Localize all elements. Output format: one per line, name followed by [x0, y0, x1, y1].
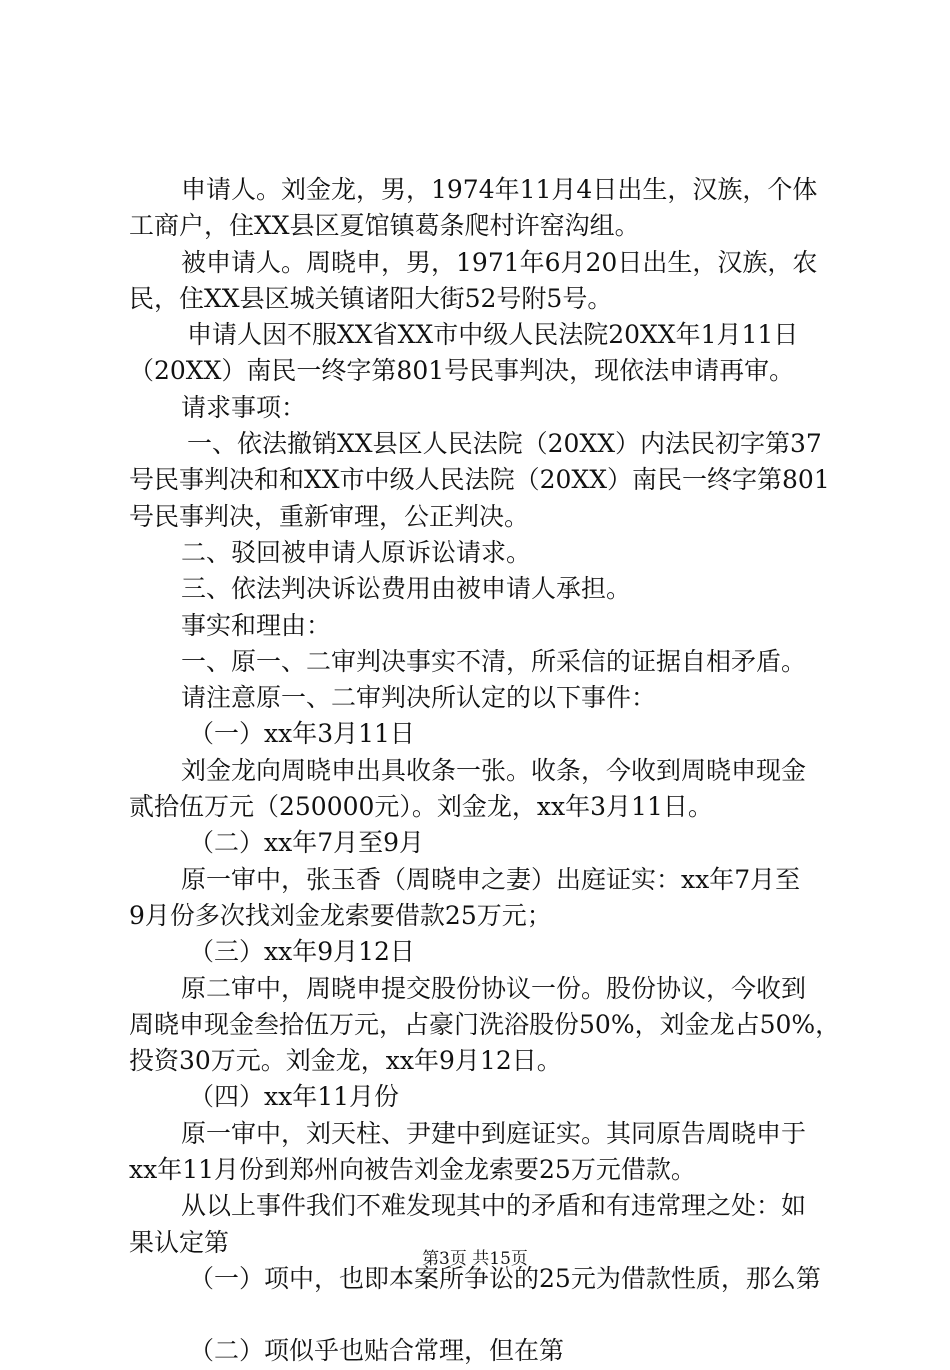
paragraph-line: 三、依法判决诉讼费用由被申请人承担。	[181, 574, 632, 604]
paragraph-line: xx年11月份到郑州向被告刘金龙索要25万元借款。	[129, 1155, 696, 1185]
document-body	[129, 172, 841, 1370]
paragraph-line: 投资30万元。刘金龙，xx年9月12日。	[129, 1046, 562, 1076]
paragraph-line: 9月份多次找刘金龙索要借款25万元；	[129, 900, 552, 930]
paragraph-line: （一）项中，也即本案所争讼的25元为借款性质，那么第	[189, 1263, 821, 1293]
paragraph-line: 原一审中，刘天柱、尹建中到庭证实。其同原告周晓申于	[181, 1118, 807, 1148]
paragraph-line: 被申请人。周晓申，男，1971年6月20日出生，汉族，农	[181, 247, 818, 277]
paragraph-line: （二）项似乎也贴合常理，但在第	[189, 1336, 565, 1366]
paragraph-line: 贰拾伍万元（250000元）。刘金龙，xx年3月11日。	[129, 792, 713, 822]
paragraph-line: 二、驳回被申请人原诉讼请求。	[181, 537, 532, 567]
paragraph-line: 号民事判决，重新审理，公正判决。	[129, 501, 530, 531]
paragraph-line: 申请人因不服XX省XX市中级人民法院20XX年1月11日	[187, 320, 799, 350]
paragraph-line: 周晓申现金叁拾伍万元，占豪门洗浴股份50%，刘金龙占50%，	[129, 1009, 841, 1039]
paragraph-line: 工商户，住XX县区夏馆镇葛条爬村许窑沟组。	[129, 211, 640, 241]
paragraph-line: 刘金龙向周晓申出具收条一张。收条，今收到周晓申现金	[181, 755, 807, 785]
page-footer: 第3页 共15页	[422, 1249, 528, 1269]
paragraph-line: 民，住XX县区城关镇诸阳大街52号附5号。	[129, 283, 613, 313]
event-heading: （二）xx年7月至9月	[189, 828, 425, 858]
event-heading: （三）xx年9月12日	[189, 937, 415, 967]
paragraph-line: （20XX）南民一终字第801号民事判决，现依法申请再审。	[129, 356, 795, 386]
blank-line	[129, 1297, 834, 1333]
paragraph-line: 申请人。刘金龙，男，1974年11月4日出生，汉族，个体	[181, 175, 818, 204]
paragraph-line: 请注意原一、二审判决所认定的以下事件：	[181, 683, 657, 713]
section-heading: 事实和理由：	[181, 610, 332, 640]
event-heading: （一）xx年3月11日	[189, 719, 415, 749]
paragraph-line: 从以上事件我们不难发现其中的矛盾和有违常理之处：如	[181, 1191, 807, 1221]
paragraph-line: 一、原一、二审判决事实不清，所采信的证据自相矛盾。	[181, 646, 807, 676]
paragraph-line: 果认定第	[129, 1227, 230, 1257]
event-heading: （四）xx年11月份	[189, 1082, 400, 1112]
paragraph-line: 原一审中，张玉香（周晓申之妻）出庭证实：xx年7月至	[181, 864, 801, 894]
paragraph-line: 一、依法撤销XX县区人民法院（20XX）内法民初字第37	[187, 429, 822, 459]
paragraph-line: 号民事判决和和XX市中级人民法院（20XX）南民一终字第801	[129, 465, 830, 495]
paragraph-line: 原二审中，周晓申提交股份协议一份。股份协议，今收到	[181, 973, 807, 1003]
section-heading: 请求事项：	[181, 392, 307, 422]
